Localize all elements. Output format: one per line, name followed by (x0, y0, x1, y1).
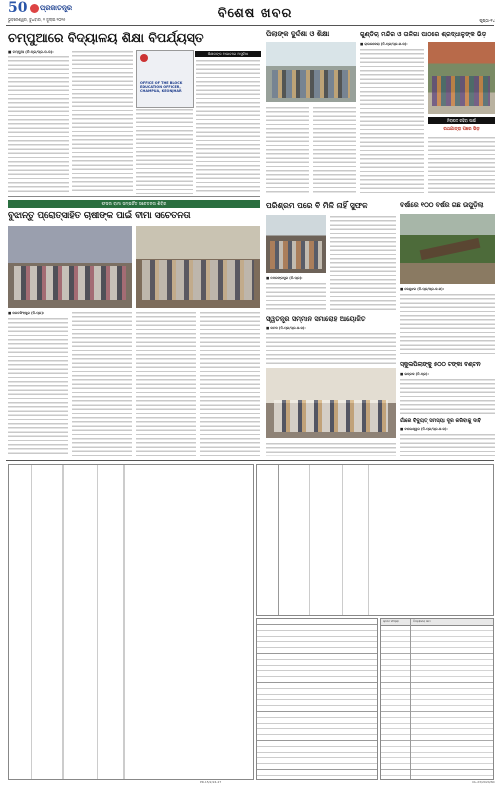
school-body-col1 (266, 282, 326, 310)
temple-body-col1 (266, 106, 309, 194)
school-list-col-divider (410, 619, 411, 779)
tree-photo-trunk (420, 238, 481, 260)
lead-byline: ■ ଚମ୍ପୁଆ (ନି.ପ୍ର/ପ୍ର.ଜ.ଜ): (8, 50, 54, 54)
school-photo-people (270, 241, 322, 269)
school-sub: ସ୍ୱତନ୍ତ୍ର ସମ୍ମାନ ସମାରୋହ ଆୟୋଜିତ (266, 315, 366, 323)
honour-body-bottom (266, 442, 396, 456)
results-table-right-middle (256, 618, 378, 780)
office-emblem-icon (140, 54, 148, 62)
lead-body-col4 (196, 59, 260, 194)
electric-headline: ଗାଁରେ ବିଦ୍ୟୁତ୍ ସମସ୍ୟା ଦୂର କରିବାକୁ ଦାବି (400, 418, 481, 424)
honour-body-top (266, 332, 396, 364)
gundicha-photo-crowd (432, 76, 490, 106)
date-line: ଭୁବନେଶ୍ୱର, ବୁଧବାର, ୨ ଜୁଲାଇ ୨୦୨୫ (8, 17, 66, 22)
gundicha-photo (428, 42, 495, 114)
lead-footer-rule (8, 196, 260, 197)
office-sign-photo (136, 50, 194, 108)
office-sign-text: OFFICE OF THE BLOCK EDUCATION OFFICER, CHAMPUA, KEONJHAR (140, 81, 183, 93)
tree-photo (400, 214, 495, 284)
meeting-photo-left-people (14, 266, 126, 300)
electric-body (400, 433, 495, 456)
gundicha-body-col2 (428, 136, 495, 194)
footer-right-code: OL-23/2024/NC (472, 780, 495, 784)
school-body-col2 (330, 215, 396, 310)
meeting-body-col2 (72, 311, 132, 456)
school-list-header (381, 619, 493, 626)
masthead-rule (6, 25, 494, 26)
temple-photo-children (272, 70, 350, 98)
footer-left-code: PR-15/2/24-27 (200, 780, 222, 784)
school-list-col-name: ବିଦ୍ୟାଳୟ ନାମ (413, 619, 431, 623)
lead-headline: ଚମ୍ପୁଆରେ ବିଦ୍ୟାଳୟ ଶିକ୍ଷା ବିପର୍ଯ୍ୟସ୍ତ (8, 30, 204, 45)
honour-photo-stage (274, 400, 388, 432)
lead-body-col3 (136, 108, 193, 194)
honour-photo (266, 368, 396, 438)
small-town-body (400, 378, 495, 414)
temple-photo (266, 42, 356, 102)
tree-byline: ■ କେନ୍ଦୁଝର (ନି.ପ୍ର/ପ୍ର.ଜ.ଜ): (400, 287, 444, 291)
section-divider (6, 460, 494, 461)
results-table-left (8, 464, 254, 780)
temple-body-col2 (313, 106, 356, 194)
paper-name: ପ୍ରଜାତନ୍ତ୍ର (40, 4, 73, 12)
meeting-banner: ଫସଲ ବୀମା ସମ୍ପର୍କିତ ସଚେତନତା ଶିବିର (8, 200, 260, 208)
temple-headline: ପିଲାଙ୍କ ଦୁର୍ଦ୍ଦଶା ଓ ଶିକ୍ଷା (266, 30, 330, 38)
meeting-photo-left (8, 226, 132, 308)
meeting-photo-right-people (142, 260, 254, 300)
meeting-photo-right (136, 226, 260, 308)
section-title: ବିଶେଷ ଖବର (217, 6, 293, 21)
gundicha-byline: ■ ରାଉରକେଲା (ନି.ପ୍ର/ପ୍ର.ଜ.ଜ): (360, 42, 408, 46)
flood-sub: ରଥଯାତ୍ରା ପରେ ଭିଡ଼ (443, 127, 480, 132)
electric-byline: ■ ବାଲେଶ୍ୱର (ନି.ପ୍ର/ପ୍ର.ଜ.ଜ): (400, 427, 448, 431)
lead-body-col2 (72, 50, 133, 194)
school-photo (266, 215, 326, 273)
meeting-body-col1 (8, 317, 68, 456)
meeting-body-col3 (136, 311, 196, 456)
hundred-years-headline: ବର୍ଷାରେ ୧୦୦ ବର୍ଷର ଗଛ ଉପୁଡ଼ିଲା (400, 201, 484, 209)
results-table-right-top (256, 464, 494, 616)
meeting-headline: ବୁଝାନ୍ତୁ ପ୍ରୋତ୍ସାହିତ ଚାଷୀଙ୍କ ପାଇଁ ବୀମା ସଚେତନତା (8, 211, 191, 221)
meeting-body-col4 (200, 311, 260, 456)
school-list-table (380, 618, 494, 780)
flood-tag: ନିରାପଦ ରହିବା ପାଇଁ (428, 117, 495, 124)
page-label: ପୃଷ୍ଠା-୧୪ (479, 18, 495, 23)
school-list-col-serial: କ୍ରମ ସଂଖ୍ୟା (383, 619, 399, 623)
sidebar-tag: ଶିକ୍ଷକଙ୍କ ଅଭାବରେ ଅସୁବିଧା (195, 51, 261, 57)
meeting-byline: ■ ଜଗତସିଂହପୁର (ନି.ପ୍ର): (8, 311, 45, 315)
logo-emblem-icon (30, 4, 39, 13)
anniversary-logo: 50 (8, 0, 28, 16)
lead-body-col1 (8, 55, 69, 194)
gundicha-headline: ଗୁଣ୍ଡିଚା ମନ୍ଦିର ଓ ତାଳିଗା ପାଠରେ ଶ୍ରଦ୍ଧାଳୁଙ୍କ ଭିଡ଼ (360, 31, 487, 38)
gundicha-body-col1 (360, 48, 424, 194)
school-byline: ■ ନବରଙ୍ଗପୁର (ନି.ପ୍ର): (266, 276, 303, 280)
masthead (0, 0, 500, 26)
school-headline: ପରିଶ୍ରମ ପରେ ବି ମିଳି ନାହିଁ ସୁଫଳ (266, 201, 368, 210)
tree-body (400, 293, 495, 356)
small-town-headline: ସ୍କୁଲପିଲାଙ୍କୁ ୫୦୦ ଟଙ୍କା ବଣ୍ଟନ (400, 362, 481, 368)
small-town-byline: ■ ଭଦ୍ରକ (ନି.ପ୍ର): (400, 372, 429, 376)
honour-byline: ■ କଟକ (ନି.ପ୍ର/ପ୍ର.ଜ.ଜ): (266, 326, 306, 330)
